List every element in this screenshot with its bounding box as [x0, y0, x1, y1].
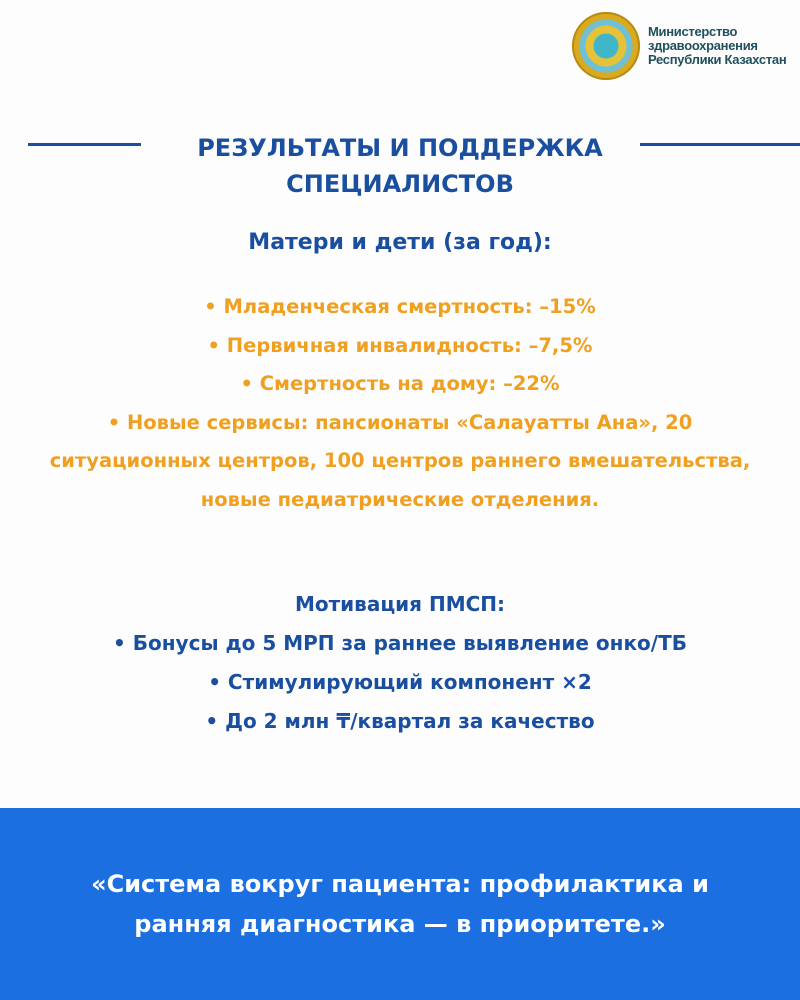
kazakhstan-emblem-icon	[572, 12, 640, 80]
ministry-name	[648, 25, 786, 67]
ministry-name-line: Министерство	[648, 24, 738, 39]
motivation-section	[40, 585, 760, 741]
mothers-list	[40, 288, 760, 519]
list-item: • Бонусы до 5 МРП за раннее выявление онко/ТБ	[113, 631, 687, 655]
list-item: • Младенческая смертность: –15%	[204, 295, 596, 318]
page-title-line: СПЕЦИАЛИСТОВ	[286, 170, 514, 198]
page-title	[0, 130, 800, 202]
list-item: • Стимулирующий компонент ×2	[208, 670, 592, 694]
motivation-heading: Мотивация ПМСП:	[294, 592, 506, 616]
list-item: • До 2 млн ₸/квартал за качество	[205, 709, 595, 733]
list-item: • Новые сервисы: пансионаты «Салауатты Ана», 20 ситуационных центров, 100 центров раннего вмешательства, новые педиатрические отделения.	[49, 410, 751, 511]
list-item: • Смертность на дому: –22%	[240, 372, 560, 395]
mothers-heading: Матери и дети (за год):	[248, 230, 552, 255]
page-title-line: РЕЗУЛЬТАТЫ И ПОДДЕРЖКА	[197, 134, 603, 162]
ministry-name-line: Республики Казахстан	[648, 52, 787, 67]
ministry-logo	[572, 12, 786, 80]
quote-text: «Система вокруг пациента: профилактика и ранняя диагностика — в приоритете.»	[91, 870, 709, 938]
list-item: • Первичная инвалидность: –7,5%	[207, 333, 593, 357]
ministry-name-line: здравоохранения	[648, 38, 758, 53]
